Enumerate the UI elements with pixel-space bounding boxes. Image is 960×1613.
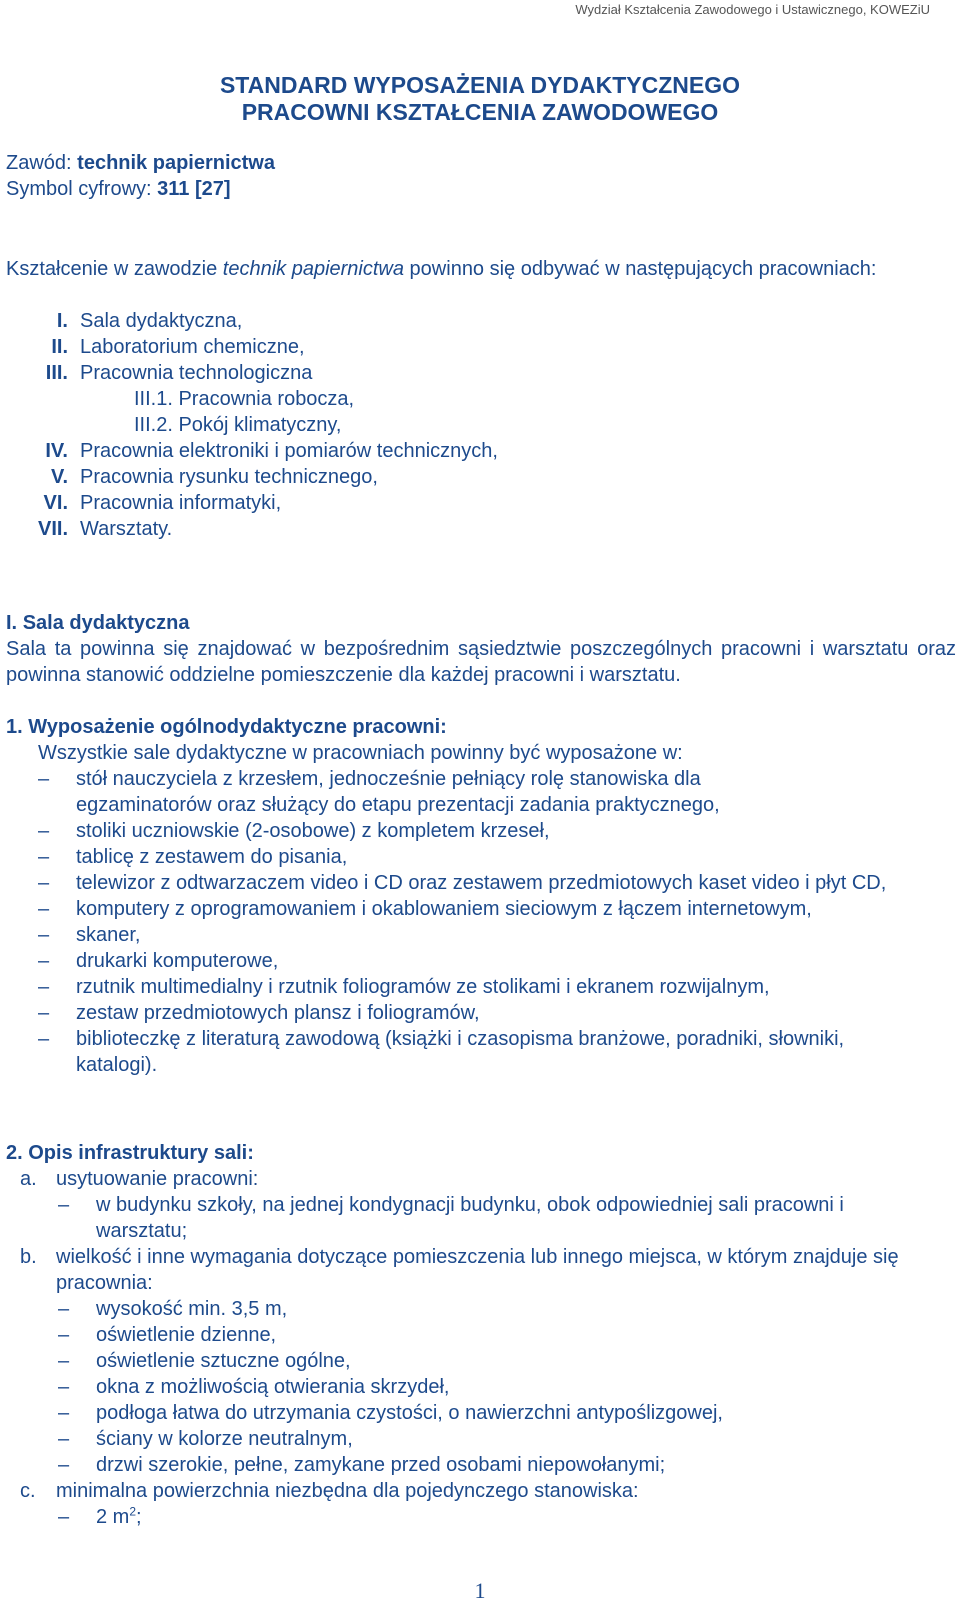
list-item [6,1322,956,1348]
room-label: Pracownia technologiczna [80,362,313,384]
list-item-text: telewizor z odtwarzaczem video i CD oraz zestawem przedmiotowych kaset video i płyt CD, [76,872,887,894]
dash-bullet: – [38,872,50,894]
list-item [6,386,956,412]
list-item [38,870,956,896]
running-header: Wydział Kształcenia Zawodowego i Ustawicznego, KOWEZiU [575,2,930,17]
dash-bullet: – [38,976,50,998]
room-number: VI. [43,492,68,514]
rooms-list [6,308,956,542]
list-item [6,516,956,542]
infra-item-a [6,1166,956,1192]
item-letter: a. [20,1168,37,1190]
list-item-text: komputery z oprogramowaniem i okablowaniem sieciowym z łączem internetowym, [76,898,812,920]
list-item [6,1374,956,1400]
subroom-label: Pokój klimatyczny, [178,414,342,436]
section-number: I. [6,612,18,634]
dash-bullet: – [58,1350,70,1372]
list-item-text: tablicę z zestawem do pisania, [76,846,348,868]
list-item [38,896,956,922]
list-item-text: drzwi szerokie, pełne, zamykane przed osobami niepowołanymi; [96,1454,666,1476]
list-item [6,1452,956,1478]
symbol-value: 311 [27] [157,178,231,200]
list-item [6,438,956,464]
dash-bullet: – [58,1376,70,1398]
list-item [6,1504,956,1530]
profession-info [6,150,956,202]
min-area-value [96,1504,142,1530]
room-label: Pracownia elektroniki i pomiarów technicznych, [80,440,498,462]
list-item-text: oświetlenie sztuczne ogólne, [96,1350,351,1372]
equipment-list [6,766,956,1078]
list-item [6,1400,956,1426]
intro-text-post: powinno się odbywać w następujących pracowniach: [404,258,877,280]
dash-bullet: – [38,846,50,868]
room-number: V. [50,466,68,488]
list-item [38,922,956,948]
dash-bullet: – [38,898,50,920]
list-item [6,308,956,334]
list-item [38,818,956,844]
intro-profession-em: technik papiernictwa [222,258,404,280]
list-item-text: stoliki uczniowskie (2-osobowe) z kompletem krzeseł, [76,820,550,842]
subroom-label: Pracownia robocza, [178,388,355,410]
dash-bullet: – [58,1454,70,1476]
list-item-text: stół nauczyciela z krzesłem, jednocześnie pełniący rolę stanowiska dla egzaminatorów oraz służący do etapu prezentacji zadania praktycznego, [76,768,720,816]
symbol-label: Symbol cyfrowy: [6,178,158,200]
list-item-text: w budynku szkoły, na jednej kondygnacji budynku, obok odpowiedniej sali pracowni i warsztatu; [96,1194,844,1242]
list-item-text: ściany w kolorze neutralnym, [96,1428,353,1450]
area-tail: ; [136,1506,142,1528]
list-item [6,1192,956,1244]
item-letter: b. [20,1246,37,1268]
list-item-text: skaner, [76,924,141,946]
title-line-1: STANDARD WYPOSAŻENIA DYDAKTYCZNEGO [219,72,741,98]
equipment-heading [6,714,956,740]
infrastructure-heading [6,1140,956,1166]
item-letter: c. [20,1480,36,1502]
profession-value: technik papiernictwa [77,152,275,174]
room-label: Sala dydaktyczna, [80,310,243,332]
dash-bullet: – [38,950,50,972]
title-line-2: PRACOWNI KSZTAŁCENIA ZAWODOWEGO [241,99,719,125]
list-item [38,1000,956,1026]
list-item-text: podłoga łatwa do utrzymania czystości, o nawierzchni antypoślizgowej, [96,1402,723,1424]
subroom-number: III.2. [134,414,173,436]
dash-bullet: – [58,1324,70,1346]
list-item [6,334,956,360]
room-number: II. [51,336,68,358]
section-sala-dydaktyczna [6,610,956,688]
section-paragraph: Sala ta powinna się znajdować w bezpośrednim sąsiedztwie poszczególnych pracowni i warsztatu oraz powinna stanowić oddzielne pomieszczenie dla każdej pracowni i warsztatu. [6,638,956,686]
list-item [38,844,956,870]
list-item [6,1296,956,1322]
list-item [6,464,956,490]
section-title: Sala dydaktyczna [22,612,190,634]
equipment-intro: Wszystkie sale dydaktyczne w pracowniach powinny być wyposażone w: [38,742,683,764]
section-heading [6,610,956,636]
area-superscript: 2 [129,1504,137,1519]
list-item [38,766,956,818]
list-item-text: biblioteczkę z literaturą zawodową (książki i czasopisma branżowe, poradniki, słowniki, katalogi). [76,1028,845,1076]
section-number: 2. [6,1142,23,1164]
list-item-text: drukarki komputerowe, [76,950,279,972]
list-item [6,1348,956,1374]
room-number: IV. [45,440,68,462]
room-label: Laboratorium chemiczne, [80,336,305,358]
profession-label: Zawód: [6,152,78,174]
intro-text-pre: Kształcenie w zawodzie [6,258,223,280]
room-label: Warsztaty. [80,518,173,540]
profession-line [6,150,956,176]
intro-paragraph [6,256,956,282]
infrastructure-section [6,1140,956,1530]
room-label: Pracownia informatyki, [80,492,282,514]
room-number: VII. [37,518,68,540]
room-number: III. [45,362,68,384]
dash-bullet: – [58,1506,70,1528]
list-item [6,490,956,516]
item-label: usytuowanie pracowni: [56,1168,259,1190]
list-item [38,1026,956,1078]
list-item [6,1426,956,1452]
infra-item-c [6,1478,956,1504]
dash-bullet: – [38,1028,50,1050]
dash-bullet: – [38,768,50,790]
dash-bullet: – [38,1002,50,1024]
dash-bullet: – [58,1298,70,1320]
infra-item-b [6,1244,956,1296]
equipment-section [6,714,956,1078]
dash-bullet: – [58,1402,70,1424]
dash-bullet: – [58,1428,70,1450]
list-item-text: wysokość min. 3,5 m, [96,1298,288,1320]
area-number: 2 m [96,1506,130,1528]
list-item [6,412,956,438]
item-label: minimalna powierzchnia niezbędna dla pojedynczego stanowiska: [56,1480,639,1502]
room-number: I. [56,310,68,332]
section-title: Wyposażenie ogólnodydaktyczne pracowni: [28,716,447,738]
list-item [38,948,956,974]
dash-bullet: – [58,1194,70,1216]
list-item-text: zestaw przedmiotowych plansz i foliogramów, [76,1002,480,1024]
list-item-text: okna z możliwością otwierania skrzydeł, [96,1376,450,1398]
dash-bullet: – [38,924,50,946]
dash-bullet: – [38,820,50,842]
item-label: wielkość i inne wymagania dotyczące pomieszczenia lub innego miejsca, w którym znajduje się pracownia: [56,1246,899,1294]
list-item [6,360,956,386]
section-title: Opis infrastruktury sali: [28,1142,254,1164]
document-title [0,72,960,126]
section-number: 1. [6,716,23,738]
page-number: 1 [474,1578,486,1603]
symbol-line [6,176,956,202]
room-label: Pracownia rysunku technicznego, [80,466,378,488]
list-item-text: rzutnik multimedialny i rzutnik foliogramów ze stolikami i ekranem rozwijalnym, [76,976,770,998]
list-item-text: oświetlenie dzienne, [96,1324,277,1346]
subroom-number: III.1. [134,388,173,410]
list-item [38,974,956,1000]
